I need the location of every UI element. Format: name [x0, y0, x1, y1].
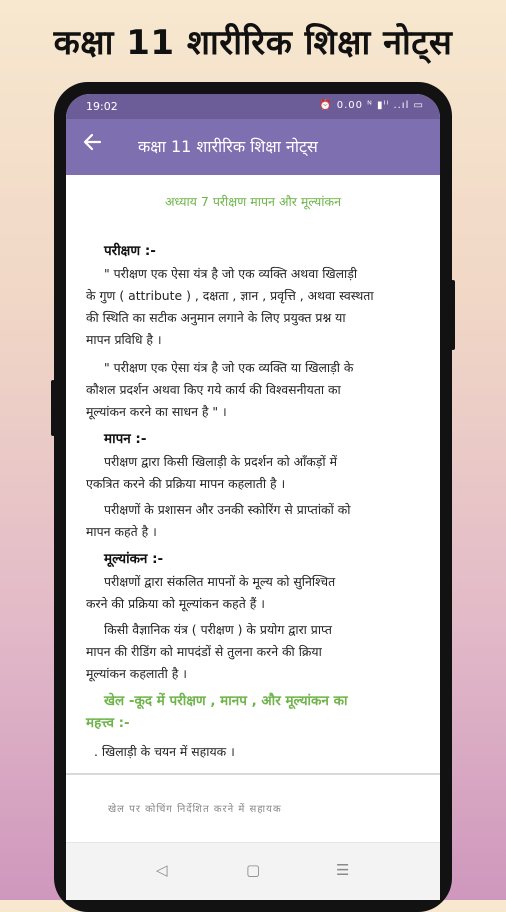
nav-back-icon[interactable]: ◁ [156, 861, 168, 879]
volume-button [51, 380, 55, 436]
status-time: 19:02 [86, 100, 118, 113]
section-heading-pariksha: परीक्षण :- [104, 243, 156, 259]
paragraph-line: मापन की रीडिंग को मापदंडों से तुलना करने की क्रिया [86, 644, 322, 659]
back-arrow-icon[interactable] [82, 132, 102, 159]
paragraph-line: मापन प्रविधि है । [86, 332, 162, 347]
section-heading-mulyankan: मूल्यांकन :- [104, 551, 164, 567]
paragraph-line: करने की प्रक्रिया को मूल्यांकन कहते हैं । [86, 596, 265, 611]
power-button [451, 280, 455, 350]
notes-content [66, 175, 440, 775]
chapter-title: अध्याय 7 परीक्षण मापन और मूल्यांकन [164, 194, 342, 209]
paragraph-line: कौशल प्रदर्शन अथवा किए गये कार्य की विश्वसनीयता का [86, 382, 341, 397]
promo-title: कक्षा 11 शारीरिक शिक्षा नोट्स [53, 23, 453, 63]
nav-home-icon[interactable]: ▢ [246, 861, 261, 879]
paragraph-line: " परीक्षण एक ऐसा यंत्र है जो एक व्यक्ति अथवा खिलाड़ी [104, 266, 358, 281]
paragraph-line: परीक्षणों द्वारा संकलित मापनों के मूल्य को सुनिश्चित [104, 574, 336, 589]
app-bar-title: कक्षा 11 शारीरिक शिक्षा नोट्स [138, 137, 318, 156]
content-divider [66, 773, 440, 775]
status-bar [66, 94, 440, 119]
list-item: . खिलाड़ी के चयन में सहायक । [94, 744, 235, 759]
paragraph-line: परीक्षणों के प्रशासन और उनकी स्कोरिंग से प्राप्तांकों को [104, 502, 351, 517]
section-heading-mapan: मापन :- [104, 431, 147, 447]
app-screen [66, 94, 440, 900]
app-bar [66, 119, 440, 175]
status-icons: ⏰ 0.00 ᴺ ▮ᴵᴵ ..ıl ▭ [319, 100, 424, 111]
paragraph-line: " परीक्षण एक ऐसा यंत्र है जो एक व्यक्ति या खिलाड़ी के [104, 360, 354, 375]
nav-recents-icon[interactable]: ☰ [336, 861, 350, 879]
paragraph-line: एकत्रित करने की प्रक्रिया मापन कहलाती है । [86, 476, 286, 491]
paragraph-line: मूल्यांकन करने का साधन है " । [86, 404, 227, 419]
paragraph-line: की स्थिति का सटीक अनुमान लगाने के लिए प्रयुक्त प्रश्न या [86, 310, 346, 325]
importance-heading: महत्त्व :- [86, 715, 130, 731]
system-nav-bar [66, 842, 440, 900]
partial-text-line: खेल पर कोचिंग निर्देशित करने में सहायक [108, 804, 282, 815]
paragraph-line: के गुण ( attribute ) , दक्षता , ज्ञान , प्रवृत्ति , अथवा स्वस्थता [86, 288, 374, 303]
paragraph-line: परीक्षण द्वारा किसी खिलाड़ी के प्रदर्शन को आँकड़ों में [104, 454, 337, 469]
paragraph-line: किसी वैज्ञानिक यंत्र ( परीक्षण ) के प्रयोग द्वारा प्राप्त [104, 622, 332, 637]
paragraph-line: मूल्यांकन कहलाती है । [86, 666, 187, 681]
importance-heading: खेल -कूद में परीक्षण , मानप , और मूल्यांकन का [104, 693, 348, 709]
paragraph-line: मापन कहते है । [86, 524, 157, 539]
